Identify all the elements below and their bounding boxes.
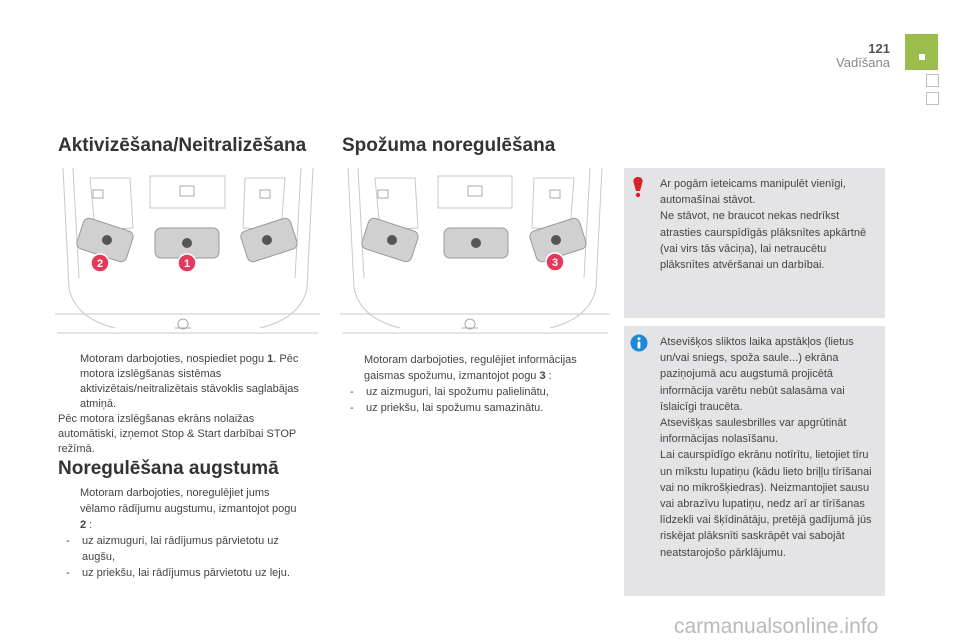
illustration-controls-left	[55, 168, 320, 340]
warning-icon	[630, 176, 646, 198]
button-ref-2: 2	[80, 519, 87, 531]
brightness-instructions	[342, 352, 600, 416]
info-text: Atsevišķos sliktos laika apstākļos (lietus un/vai sniegs, spoža saule...) ekrāna paziņojumā acu augstumā projicētā informācija varētu nebūt salasāma vai īslaicīgi traucēta. Atsevišķas saulesbrilles var apgrūtināt informācijas nolasīšanu. Lai caurspīdīgo ekrānu notīrītu, lietojiet tīru un mīkstu lupatiņu (kādu lieto briļļu tīrīšanai vai no mikrošķiedras). Neizmantojiet sausu vai abrazīvu lupatiņu, nedz arī ar tīrīšanas līdzekli vai šķīdinātāju, pretējā gadījumā jūs riskējat plāksnīti saskrāpēt vai sabojāt neatstarojošo pārklājumu.	[660, 336, 872, 559]
callout-label: 3	[551, 257, 559, 269]
dash-item: - uz aizmuguri, lai spožumu palielinātu,	[350, 386, 549, 398]
chapter-title: Vadīšana	[836, 55, 890, 70]
info-icon	[630, 334, 648, 352]
button-ref-3: 3	[539, 370, 546, 382]
chapter-tab	[926, 92, 939, 105]
warning-box	[624, 168, 885, 318]
page-number: 121	[868, 41, 890, 56]
chapter-tab	[926, 74, 939, 87]
info-box	[624, 326, 885, 596]
bullet-item: Motoram darbojoties, noregulējiet jums vēlamo rādījumu augstumu, izmantojot pogu 2 :	[80, 487, 297, 531]
height-instructions	[58, 485, 303, 581]
bullet-item: Motoram darbojoties, regulējiet informācijas gaismas spožumu, izmantojot pogu 3 :	[364, 354, 577, 382]
section-title-height: Noregulēšana augstumā	[58, 458, 279, 479]
bullet-item: Motoram darbojoties, nospiediet pogu 1. Pēc motora izslēgšanas sistēmas aktivizētais/neitralizētais stāvoklis saglabājas atmiņā.	[80, 353, 299, 410]
section-title-brightness: Spožuma noregulēšana	[342, 135, 556, 156]
console-drawing-right	[340, 168, 610, 340]
callout-label: 1	[183, 258, 191, 270]
section-title-activation: Aktivizēšana/Neitralizēšana	[58, 135, 307, 156]
console-drawing-left	[55, 168, 320, 340]
activation-instructions	[58, 352, 303, 457]
button-ref-1: 1	[267, 353, 274, 365]
dash-item: - uz priekšu, lai spožumu samazinātu.	[350, 402, 544, 414]
activation-note: Pēc motora izslēgšanas ekrāns nolaižas automātiski, izņemot Stop & Start darbībai STOP režīmā.	[58, 413, 297, 455]
watermark: carmanualsonline.info	[674, 615, 879, 638]
tab-marker	[919, 54, 925, 60]
illustration-controls-right	[340, 168, 610, 340]
dash-item: - uz priekšu, lai rādījumus pārvietotu uz leju.	[66, 567, 290, 579]
warning-text: Ar pogām ieteicams manipulēt vienīgi, automašīnai stāvot. Ne stāvot, ne braucot nekas nedrīkst atrasties caurspīdīgās plāksnītes apkārtnē (vai virs tās vāciņa), lai netraucētu plāksnītes atvēršanai un darbībai.	[660, 178, 867, 272]
dash-item: - uz aizmuguri, lai rādījumus pārvietotu uz augšu,	[66, 535, 279, 563]
callout-label: 2	[96, 258, 104, 270]
chapter-tab-active	[905, 34, 938, 70]
